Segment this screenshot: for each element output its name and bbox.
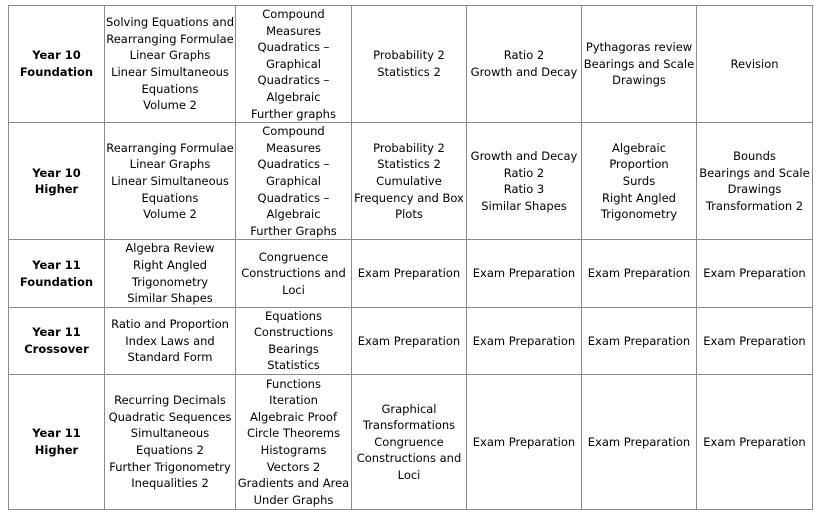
topic-line: Constructions and [356, 451, 462, 466]
topic-line: Simultaneous [130, 426, 210, 441]
topic-line: Transformation 2 [705, 198, 804, 213]
topic-cell [582, 123, 697, 240]
year-label-cell [9, 6, 105, 123]
topic-line: Revision [730, 56, 779, 71]
topic-cell [467, 375, 582, 510]
topic-line: Further graphs [251, 106, 336, 121]
topic-line: Exam Preparation [472, 333, 576, 348]
topic-line: Index Laws and [125, 333, 215, 348]
topic-line: Gradients and Area [237, 476, 350, 491]
table-row [9, 307, 813, 374]
topic-line: Linear Graphs [129, 157, 211, 172]
topic-line: Solving Equations and [106, 15, 234, 30]
topic-line: Exam Preparation [587, 266, 691, 281]
topic-cell [352, 240, 467, 307]
topic-cell [697, 307, 813, 374]
topic-line: Quadratic Sequences [108, 409, 232, 424]
topic-line: Right Angled [602, 190, 676, 205]
topic-line: Inequalities 2 [131, 476, 209, 491]
topic-line: Algebraic [611, 140, 667, 155]
topic-line: Exam Preparation [587, 333, 691, 348]
topic-line: Congruence [374, 434, 444, 449]
topic-line: Constructions and [241, 266, 346, 281]
topic-line: Standard Form [127, 350, 213, 365]
topic-line: Bearings and Scale [699, 165, 810, 180]
topic-cell [105, 240, 236, 307]
topic-line: Growth and Decay [470, 65, 578, 80]
topic-cell [582, 240, 697, 307]
topic-line: Drawings [727, 182, 782, 197]
topic-line: Equations 2 [136, 443, 204, 458]
topic-line: Exam Preparation [472, 434, 576, 449]
topic-line: Exam Preparation [472, 266, 576, 281]
topic-line: Ratio 2 [503, 48, 545, 63]
year-label-cell [9, 123, 105, 240]
topic-cell [236, 307, 352, 374]
topic-cell [105, 307, 236, 374]
topic-line: Equations [265, 308, 322, 323]
table-body [9, 6, 813, 510]
topic-line: Exam Preparation [357, 266, 461, 281]
table-row [9, 375, 813, 510]
year-label: Year 11 Higher [32, 426, 81, 458]
topic-line: Proportion [609, 157, 669, 172]
topic-cell [467, 6, 582, 123]
topic-cell [105, 123, 236, 240]
topic-line: Pythagoras review [585, 40, 693, 55]
topic-cell [467, 123, 582, 240]
topic-line: Exam Preparation [357, 333, 461, 348]
topic-line: Algebraic [266, 207, 321, 222]
topic-cell [697, 6, 813, 123]
topic-line: Bearings and Scale [583, 56, 695, 71]
topic-cell [697, 240, 813, 307]
topic-line: Graphical [381, 401, 437, 416]
topic-line: Measures [266, 140, 321, 155]
topic-line: Trigonometry [131, 274, 209, 289]
topic-line: Bounds [733, 149, 776, 164]
topic-line: Compound [262, 124, 325, 139]
topic-line: Further Graphs [250, 223, 337, 238]
topic-line: Statistics [267, 358, 320, 373]
topic-line: Cumulative [376, 173, 442, 188]
topic-line: Equations [141, 190, 199, 205]
topic-line: Compound [262, 7, 325, 21]
topic-line: Algebra Review [125, 241, 215, 256]
topic-cell [467, 307, 582, 374]
topic-line: Transformations [362, 418, 456, 433]
topic-line: Exam Preparation [703, 266, 806, 281]
table-row [9, 240, 813, 307]
year-label: Year 11 Crossover [24, 325, 89, 356]
year-label-cell [9, 240, 105, 307]
topic-line: Exam Preparation [587, 434, 691, 449]
topic-line: Drawings [612, 73, 666, 88]
topic-cell [352, 6, 467, 123]
topic-line: Recurring Decimals [114, 393, 226, 408]
topic-line: Functions [266, 376, 321, 391]
topic-cell [236, 123, 352, 240]
topic-line: Similar Shapes [481, 198, 567, 213]
topic-line: Rearranging Formulae [106, 140, 234, 155]
topic-line: Constructions [253, 325, 334, 340]
topic-cell [697, 375, 813, 510]
topic-line: Graphical [265, 56, 322, 71]
topic-line: Linear Simultaneous [111, 173, 229, 188]
topic-line: Algebraic [266, 89, 321, 104]
year-label: Year 10 Higher [32, 165, 81, 197]
topic-cell [236, 240, 352, 307]
topic-line: Statistics 2 [377, 65, 441, 80]
topic-line: Equations [141, 81, 199, 96]
topic-line: Histograms [260, 443, 327, 458]
topic-line: Plots [395, 207, 423, 222]
topic-line: Quadratics – [257, 157, 330, 172]
topic-line: Ratio and Proportion [111, 316, 229, 331]
topic-line: Similar Shapes [127, 291, 213, 306]
topic-cell [352, 307, 467, 374]
topic-line: Circle Theorems [246, 426, 341, 441]
topic-cell [352, 375, 467, 510]
topic-line: Linear Graphs [129, 48, 211, 63]
curriculum-table [8, 5, 813, 510]
topic-line: Probability 2 [373, 140, 445, 155]
topic-line: Quadratics – [257, 190, 330, 205]
table-row [9, 123, 813, 240]
topic-line: Frequency and Box [354, 190, 464, 205]
year-label-cell [9, 375, 105, 510]
topic-line: Linear Simultaneous [111, 65, 229, 80]
year-label-cell [9, 307, 105, 374]
topic-line: Ratio 2 [503, 165, 545, 180]
topic-line: Trigonometry [600, 207, 678, 222]
topic-line: Measures [266, 23, 321, 38]
topic-line: Graphical [265, 173, 322, 188]
topic-cell [105, 375, 236, 510]
topic-line: Loci [282, 282, 305, 297]
topic-cell [467, 240, 582, 307]
topic-line: Growth and Decay [470, 149, 578, 164]
topic-line: Volume 2 [143, 98, 197, 113]
topic-cell [697, 123, 813, 240]
topic-cell [582, 6, 697, 123]
topic-cell [236, 6, 352, 123]
topic-cell [582, 307, 697, 374]
year-label: Year 11 Foundation [19, 257, 94, 289]
topic-line: Vectors 2 [266, 459, 321, 474]
topic-line: Volume 2 [143, 207, 197, 222]
topic-line: Statistics 2 [377, 157, 441, 172]
topic-line: Exam Preparation [703, 434, 806, 449]
topic-line: Loci [397, 467, 421, 482]
topic-line: Iteration [269, 393, 318, 408]
year-label: Year 10 Foundation [19, 48, 94, 80]
topic-cell [582, 375, 697, 510]
topic-line: Surds [622, 173, 656, 188]
topic-line: Probability 2 [373, 48, 445, 63]
topic-cell [352, 123, 467, 240]
topic-line: Right Angled [133, 257, 207, 272]
topic-cell [236, 375, 352, 510]
topic-line: Bearings [268, 341, 319, 356]
topic-line: Quadratics – [257, 73, 330, 88]
table-row [9, 6, 813, 123]
topic-line: Congruence [258, 249, 329, 264]
topic-line: Under Graphs [253, 492, 334, 507]
topic-line: Ratio 3 [503, 182, 545, 197]
topic-line: Algebraic Proof [249, 409, 337, 424]
topic-line: Exam Preparation [703, 333, 806, 348]
topic-line: Rearranging Formulae [106, 31, 234, 46]
topic-line: Further Trigonometry [109, 459, 231, 474]
topic-line: Quadratics – [257, 40, 330, 55]
topic-cell [105, 6, 236, 123]
